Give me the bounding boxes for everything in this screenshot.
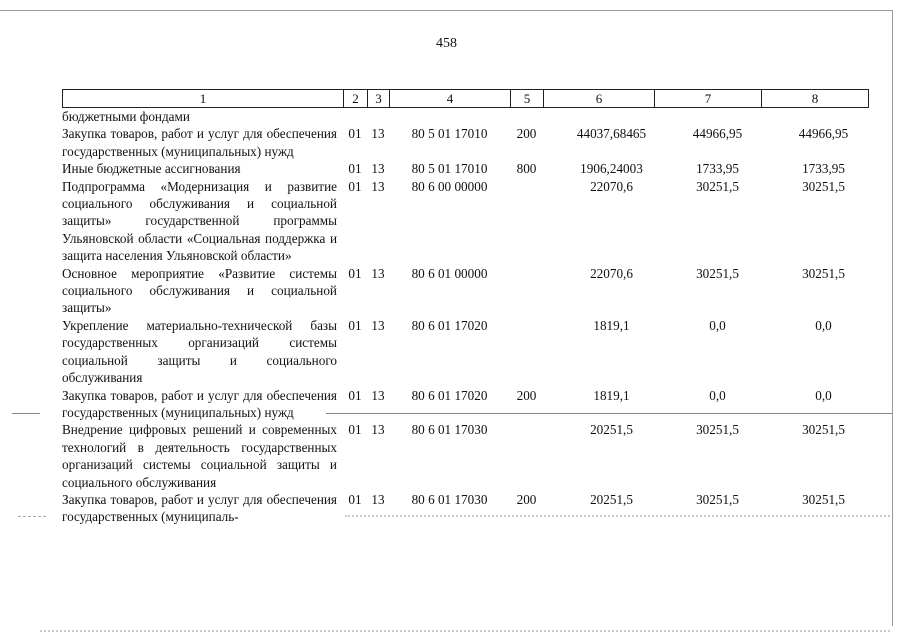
row-amount-col6 — [543, 108, 654, 125]
table-row — [62, 421, 868, 491]
header-row — [63, 90, 869, 108]
row-expense-type — [510, 108, 543, 125]
row-subsection: 13 — [371, 265, 385, 281]
row-section: 01 — [348, 422, 362, 438]
row-section — [343, 108, 367, 125]
row-section: 01 — [348, 265, 362, 281]
header-col-6: 6 — [544, 90, 655, 108]
row-subsection: 13 — [371, 161, 385, 177]
row-expense-type — [510, 421, 543, 491]
row-amount-col6: 20251,5 — [590, 422, 633, 438]
row-subsection: 13 — [371, 387, 385, 403]
row-amount-col7: 1733,95 — [696, 161, 739, 177]
row-amount-col7 — [654, 108, 761, 125]
row-target-code: 80 6 00 00000 — [411, 178, 488, 194]
row-expense-type: 200 — [516, 387, 537, 403]
row-subsection: 13 — [371, 317, 385, 333]
row-expense-type — [510, 265, 543, 317]
row-amount-col6: 1819,1 — [593, 317, 630, 333]
header-col-2: 2 — [344, 90, 368, 108]
row-section: 01 — [348, 317, 362, 333]
table-row — [62, 160, 868, 177]
row-subsection: 13 — [371, 178, 385, 194]
row-name: Основное мероприятие «Развитие системы социального обслуживания и социальной защиты» — [62, 265, 337, 316]
row-amount-col7: 30251,5 — [696, 178, 739, 194]
scan-line — [12, 413, 40, 414]
table-row — [62, 178, 868, 265]
row-target-code — [389, 108, 510, 125]
row-subsection: 13 — [371, 422, 385, 438]
row-expense-type — [510, 317, 543, 387]
scan-line — [326, 413, 892, 414]
row-amount-col6: 44037,68465 — [576, 126, 647, 142]
row-expense-type: 200 — [516, 491, 537, 507]
row-amount-col8: 30251,5 — [802, 422, 845, 438]
table-row — [62, 317, 868, 387]
row-target-code: 80 6 01 17020 — [411, 317, 488, 333]
budget-table — [62, 108, 868, 526]
row-target-code: 80 6 01 17030 — [411, 422, 488, 438]
row-name: Иные бюджетные ассигнования — [62, 161, 241, 177]
row-subsection: 13 — [371, 491, 385, 507]
row-amount-col6: 1819,1 — [593, 387, 630, 403]
row-amount-col8: 30251,5 — [802, 178, 845, 194]
row-target-code: 80 6 01 17030 — [411, 491, 488, 507]
row-expense-type: 800 — [516, 161, 537, 177]
row-amount-col8: 0,0 — [815, 317, 832, 333]
row-amount-col6: 22070,6 — [590, 178, 633, 194]
row-target-code: 80 5 01 17010 — [411, 161, 488, 177]
header-col-7: 7 — [655, 90, 762, 108]
row-name: Укрепление материально-технической базы государственных организаций системы социальной защиты и социального обслуживания — [62, 317, 337, 386]
row-subsection — [367, 108, 389, 125]
row-amount-col8: 0,0 — [815, 387, 832, 403]
row-section: 01 — [348, 161, 362, 177]
row-amount-col7: 30251,5 — [696, 265, 739, 281]
row-amount-col8: 44966,95 — [798, 126, 849, 142]
row-expense-type: 200 — [516, 126, 537, 142]
table-header — [62, 89, 869, 108]
row-expense-type — [510, 178, 543, 265]
row-amount-col7: 0,0 — [709, 387, 726, 403]
row-name: Внедрение цифровых решений и современных технологий в деятельность государственных организаций системы социальной защиты и социального обслуживания — [62, 422, 337, 490]
row-amount-col6: 1906,24003 — [580, 161, 643, 177]
table-body — [62, 108, 868, 526]
row-amount-col7: 30251,5 — [696, 491, 739, 507]
row-amount-col7: 44966,95 — [692, 126, 743, 142]
row-amount-col7: 0,0 — [709, 317, 726, 333]
row-amount-col6: 22070,6 — [590, 265, 633, 281]
row-section: 01 — [348, 178, 362, 194]
row-target-code: 80 5 01 17010 — [411, 126, 488, 142]
scan-line — [18, 516, 46, 517]
row-amount-col8: 1733,95 — [802, 161, 845, 177]
row-name: Подпрограмма «Модернизация и развитие социального обслуживания и социальной защиты» государственной программы Ульяновской области «Социальная поддержка и защита населения Ульяновской области» — [62, 178, 337, 264]
header-col-8: 8 — [762, 90, 869, 108]
table-row — [62, 491, 868, 526]
row-name: Закупка товаров, работ и услуг для обеспечения государственных (муниципальных) нужд — [62, 126, 337, 159]
header-col-3: 3 — [368, 90, 390, 108]
header-col-4: 4 — [390, 90, 511, 108]
scan-specks — [40, 630, 890, 632]
table-row — [62, 125, 868, 160]
row-target-code: 80 6 01 00000 — [411, 265, 488, 281]
header-col-5: 5 — [511, 90, 544, 108]
row-subsection: 13 — [371, 126, 385, 142]
row-amount-col6: 20251,5 — [590, 491, 633, 507]
row-section: 01 — [348, 491, 362, 507]
header-col-1: 1 — [63, 90, 344, 108]
row-section: 01 — [348, 126, 362, 142]
row-section: 01 — [348, 387, 362, 403]
page-number: 458 — [436, 36, 457, 51]
table-row — [62, 108, 868, 125]
row-amount-col8: 30251,5 — [802, 265, 845, 281]
scan-specks — [345, 515, 890, 517]
row-amount-col8: 30251,5 — [802, 491, 845, 507]
table-row — [62, 387, 868, 422]
table-row — [62, 265, 868, 317]
row-amount-col8 — [761, 108, 868, 125]
row-target-code: 80 6 01 17020 — [411, 387, 488, 403]
row-name: бюджетными фондами — [62, 109, 190, 124]
row-name: Закупка товаров, работ и услуг для обеспечения государственных (муниципальных) нужд — [62, 387, 337, 420]
row-name: Закупка товаров, работ и услуг для обеспечения государственных (муниципаль- — [62, 491, 337, 525]
row-amount-col7: 30251,5 — [696, 422, 739, 438]
